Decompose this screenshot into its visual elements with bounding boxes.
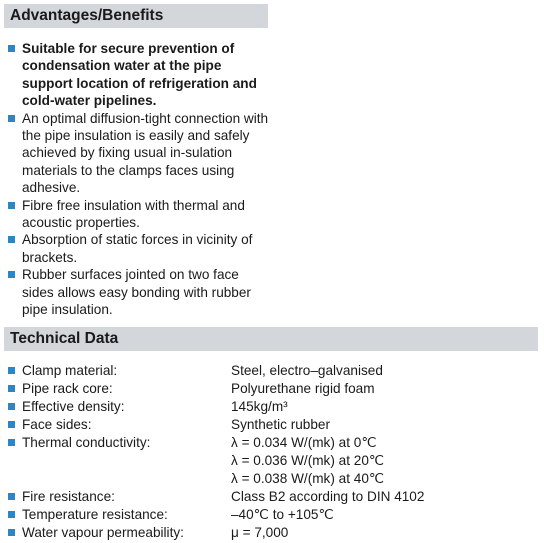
bullet-square-icon bbox=[8, 271, 15, 278]
bullet-square-icon bbox=[8, 45, 15, 52]
tech-value-group bbox=[231, 434, 384, 488]
tech-row-water-vapour-permeability bbox=[8, 524, 536, 542]
tech-value: Steel, electro–galvanised bbox=[231, 363, 383, 378]
tech-label: Pipe rack core: bbox=[22, 381, 113, 396]
tech-row-clamp-material bbox=[8, 362, 536, 380]
benefit-item bbox=[8, 40, 270, 110]
benefit-text: Fibre free insulation with thermal and acoustic properties. bbox=[22, 197, 245, 231]
tech-row-thermal-conductivity bbox=[8, 434, 536, 488]
tech-value: λ = 0.038 W/(mk) at 40℃ bbox=[231, 471, 385, 486]
tech-label: Fire resistance: bbox=[22, 489, 115, 504]
bullet-square-icon bbox=[8, 403, 15, 410]
tech-row-effective-density bbox=[8, 398, 536, 416]
tech-row-fire-resistance bbox=[8, 488, 536, 506]
advantages-header: Advantages/Benefits bbox=[4, 4, 268, 28]
tech-label: Clamp material: bbox=[22, 363, 118, 378]
tech-value: Polyurethane rigid foam bbox=[231, 381, 375, 396]
bullet-square-icon bbox=[8, 367, 15, 374]
technical-data-header: Technical Data bbox=[4, 327, 538, 351]
tech-row-pipe-rack-core bbox=[8, 380, 536, 398]
tech-value: λ = 0.034 W/(mk) at 0℃ bbox=[231, 435, 377, 450]
benefit-item bbox=[8, 110, 270, 197]
tech-value: Synthetic rubber bbox=[231, 417, 330, 432]
tech-label: Face sides: bbox=[22, 417, 92, 432]
bullet-square-icon bbox=[8, 236, 15, 243]
tech-value: Class B2 according to DIN 4102 bbox=[231, 489, 425, 504]
benefits-list bbox=[8, 40, 270, 319]
technical-data-table bbox=[8, 362, 536, 542]
tech-value: 145kg/m³ bbox=[231, 399, 288, 414]
tech-value: λ = 0.036 W/(mk) at 20℃ bbox=[231, 453, 385, 468]
tech-value: μ = 7,000 bbox=[231, 525, 289, 540]
bullet-square-icon bbox=[8, 115, 15, 122]
tech-label: Thermal conductivity: bbox=[22, 435, 151, 450]
benefit-item bbox=[8, 266, 270, 318]
tech-label: Temperature resistance: bbox=[22, 507, 168, 522]
benefit-item bbox=[8, 231, 270, 266]
tech-row-face-sides bbox=[8, 416, 536, 434]
tech-value: –40℃ to +105℃ bbox=[231, 507, 334, 522]
bullet-square-icon bbox=[8, 421, 15, 428]
bullet-square-icon bbox=[8, 529, 15, 536]
tech-row-temperature-resistance bbox=[8, 506, 536, 524]
benefit-text: Rubber surfaces jointed on two face sides allows easy bonding with rubber pipe insulation. bbox=[22, 267, 251, 318]
tech-label: Water vapour permeability: bbox=[22, 525, 184, 540]
bullet-square-icon bbox=[8, 202, 15, 209]
benefit-text: Absorption of static forces in vicinity of brackets. bbox=[22, 232, 253, 265]
bullet-square-icon bbox=[8, 511, 15, 518]
benefit-text: Suitable for secure prevention of condensation water at the pipe support location of refrigeration and cold-water pipelines. bbox=[22, 41, 257, 109]
bullet-square-icon bbox=[8, 385, 15, 392]
benefit-item bbox=[8, 197, 270, 232]
tech-label: Effective density: bbox=[22, 399, 125, 414]
bullet-square-icon bbox=[8, 439, 15, 446]
benefit-text: An optimal diffusion-tight connection with the pipe insulation is easily and safely achieved by fixing usual in-sulation materials to the clamps faces using adhesive. bbox=[22, 110, 269, 196]
bullet-square-icon bbox=[8, 493, 15, 500]
